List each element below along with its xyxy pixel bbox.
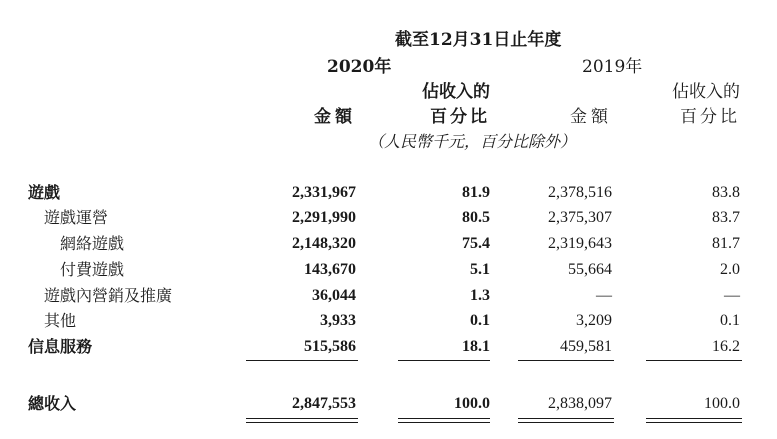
row-value-2019: 55,664	[568, 261, 612, 278]
subtotal-rule	[646, 360, 742, 361]
row-pct-2020: 1.3	[470, 287, 490, 304]
row-value-2020: 3,933	[320, 312, 356, 329]
total-value-2020: 2,847,553	[292, 395, 356, 412]
row-pct-2019: 83.8	[712, 184, 740, 201]
row-value-2020: 36,044	[312, 287, 356, 304]
subtotal-rule	[518, 360, 614, 361]
amount-2019-header: 金額	[570, 107, 612, 127]
row-pct-2020: 75.4	[462, 235, 490, 252]
row-value-2020: 2,331,967	[292, 184, 356, 201]
row-pct-2020: 0.1	[470, 312, 490, 329]
total-double-rule	[398, 422, 490, 423]
total-value-2019: 2,838,097	[548, 395, 612, 412]
unit-note: （人民幣千元，百分比除外）	[368, 132, 577, 151]
total-double-rule	[518, 418, 614, 419]
row-label-games: 遊戲	[28, 183, 61, 202]
row-value-2019: —	[596, 287, 612, 304]
row-value-2020: 515,586	[304, 338, 356, 355]
total-pct-2019: 100.0	[704, 395, 740, 412]
total-double-rule	[246, 422, 358, 423]
subtotal-rule	[246, 360, 358, 361]
row-value-2020: 2,291,990	[292, 209, 356, 226]
row-value-2019: 3,209	[576, 312, 612, 329]
total-label: 總收入	[28, 394, 77, 413]
row-pct-2019: 83.7	[712, 209, 740, 226]
row-pct-2019: 16.2	[712, 338, 740, 355]
row-label-online-games: 網絡遊戲	[60, 234, 125, 253]
row-label-game-operation: 遊戲運營	[44, 208, 109, 227]
total-double-rule	[646, 418, 742, 419]
total-double-rule	[646, 422, 742, 423]
total-double-rule	[518, 422, 614, 423]
pct-2020-header-line2: 百分比	[430, 107, 490, 127]
year-2019-header: 2019年	[582, 57, 643, 77]
row-pct-2020: 5.1	[470, 261, 490, 278]
total-pct-2020: 100.0	[454, 395, 490, 412]
row-value-2019: 459,581	[560, 338, 612, 355]
row-pct-2020: 18.1	[462, 338, 490, 355]
row-label-in-game-marketing: 遊戲內營銷及推廣	[44, 286, 173, 305]
pct-2020-header-line1: 佔收入的	[422, 82, 490, 102]
pct-2019-header-line2: 百分比	[680, 107, 740, 127]
subtotal-rule	[398, 360, 490, 361]
total-double-rule	[246, 418, 358, 419]
amount-2020-header: 金額	[314, 107, 356, 127]
row-value-2019: 2,319,643	[548, 235, 612, 252]
row-pct-2019: 2.0	[720, 261, 740, 278]
row-pct-2020: 81.9	[462, 184, 490, 201]
pct-2019-header-line1: 佔收入的	[672, 82, 740, 102]
row-pct-2019: 0.1	[720, 312, 740, 329]
row-label-information-services: 信息服務	[28, 337, 93, 356]
row-label-others: 其他	[44, 311, 77, 330]
row-value-2020: 143,670	[304, 261, 356, 278]
total-double-rule	[398, 418, 490, 419]
row-pct-2019: 81.7	[712, 235, 740, 252]
period-header: 截至12月31日止年度	[395, 30, 562, 50]
row-pct-2020: 80.5	[462, 209, 490, 226]
year-2020-header: 2020年	[327, 57, 392, 77]
row-value-2019: 2,375,307	[548, 209, 612, 226]
row-pct-2019: —	[724, 287, 740, 304]
row-label-paid-games: 付費遊戲	[60, 260, 125, 279]
row-value-2020: 2,148,320	[292, 235, 356, 252]
row-value-2019: 2,378,516	[548, 184, 612, 201]
